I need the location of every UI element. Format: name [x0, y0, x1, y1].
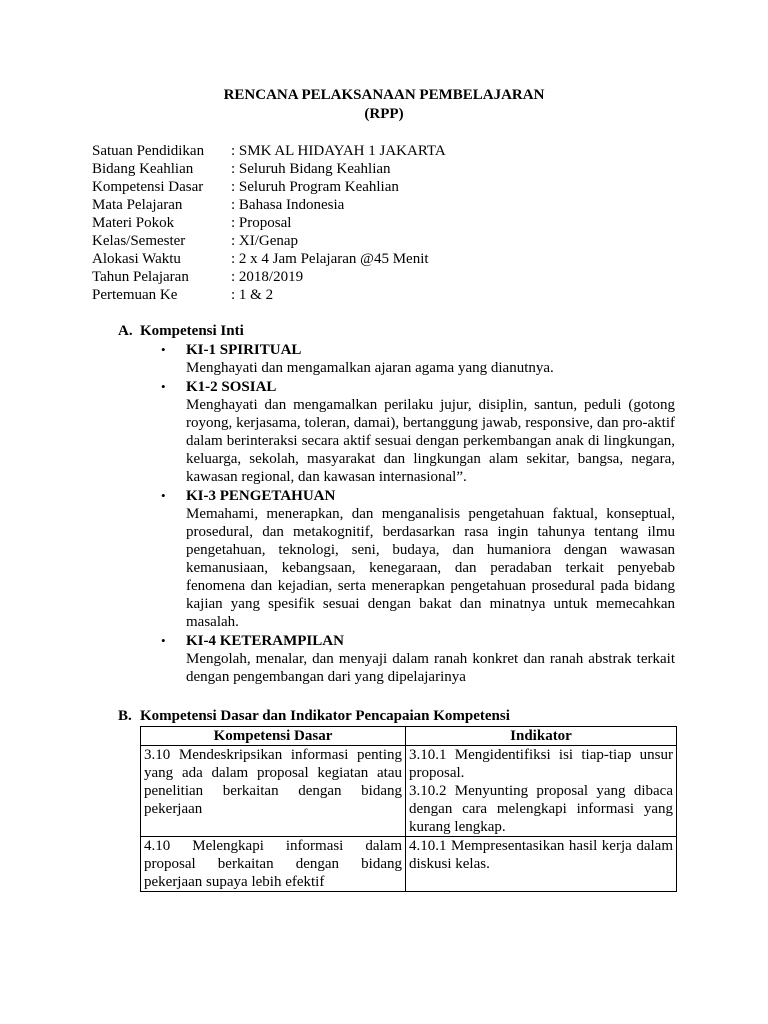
kompetensi-inti-list: [161, 341, 675, 686]
identity-value: : XI/Genap: [231, 233, 299, 249]
document-title: [0, 86, 768, 124]
identity-value: : Seluruh Program Keahlian: [231, 179, 399, 195]
identity-value: : Bahasa Indonesia: [231, 197, 345, 213]
identity-row: [92, 214, 692, 232]
identity-label: Alokasi Waktu: [92, 251, 181, 267]
column-header-kd: Kompetensi Dasar: [141, 727, 406, 746]
section-b-title: Kompetensi Dasar dan Indikator Pencapaian Kompetensi: [140, 708, 510, 724]
table-row: [141, 746, 677, 837]
identity-row: [92, 160, 692, 178]
identity-row: [92, 268, 692, 286]
indikator-text: 3.10.2 Menyunting proposal yang dibaca dengan cara melengkapi informasi yang kurang lengkap.: [409, 783, 673, 835]
identity-label: Tahun Pelajaran: [92, 269, 189, 285]
ki-text: Memahami, menerapkan, dan menganalisis pengetahuan faktual, konseptual, prosedural, dan metakognitif, berdasarkan rasa ingin tahunya tentang ilmu pengetahuan, teknologi, seni, budaya, dan humaniora dengan wawasan kemanusiaan, kebangsaan, kenegaraan, dan peradaban terkait penyebab fenomena dan kejadian, serta menerapkan pengetahuan prosedural pada bidang kajian yang spesifik sesuai dengan bakat dan minatnya untuk memecahkan masalah.: [186, 506, 675, 630]
ki-item: [161, 632, 675, 686]
bullet-icon: •: [161, 633, 166, 648]
ki-text: Menghayati dan mengamalkan ajaran agama yang dianutnya.: [186, 360, 554, 376]
identity-label: Pertemuan Ke: [92, 287, 178, 303]
ki-item: [161, 487, 675, 631]
section-b-heading: [118, 707, 510, 725]
identity-row: [92, 286, 692, 304]
identity-label: Kelas/Semester: [92, 233, 186, 249]
identity-label: Satuan Pendidikan: [92, 143, 205, 159]
ki-text: Menghayati dan mengamalkan perilaku jujur, disiplin, santun, peduli (gotong royong, kerjasama, toleran, damai), bertanggung jawab, responsive, dan pro-aktif dalam berinteraksi secara aktif sesuai dengan perkembangan anak di lingkungan, keluarga, sekolah, masyarakat dan lingkungan alam sekitar, bangsa, negara, kawasan regional, dan kawasan internasional”.: [186, 397, 675, 485]
identity-row: [92, 142, 692, 160]
kd-cell: [141, 837, 406, 892]
bullet-icon: •: [161, 488, 166, 503]
identity-label: Mata Pelajaran: [92, 197, 183, 213]
ki-title: KI-1 SPIRITUAL: [186, 342, 302, 358]
indikator-text: 4.10.1 Mempresentasikan hasil kerja dalam diskusi kelas.: [409, 838, 673, 872]
table-row: [141, 837, 677, 892]
identity-label: Materi Pokok: [92, 215, 175, 231]
kd-text: 3.10 Mendeskripsikan informasi penting yang ada dalam proposal kegiatan atau penelitian berkaitan dengan bidang pekerjaan: [144, 747, 402, 817]
identity-label: Bidang Keahlian: [92, 161, 194, 177]
identity-value: : Proposal: [231, 215, 292, 231]
ki-item: [161, 378, 675, 486]
bullet-icon: •: [161, 342, 166, 357]
identity-value: : SMK AL HIDAYAH 1 JAKARTA: [231, 143, 446, 159]
ki-text: Mengolah, menalar, dan menyaji dalam ranah konkret dan ranah abstrak terkait dengan pengembangan dari yang dipelajarinya: [186, 651, 675, 685]
kd-indikator-table: [140, 726, 677, 892]
identity-value: : 2018/2019: [231, 269, 304, 285]
identity-label: Kompetensi Dasar: [92, 179, 204, 195]
indikator-cell: [406, 837, 677, 892]
kd-text: 4.10 Melengkapi informasi dalam proposal berkaitan dengan bidang pekerjaan supaya lebih efektif: [144, 838, 402, 890]
bullet-icon: •: [161, 379, 166, 394]
identity-row: [92, 196, 692, 214]
identity-value: : 1 & 2: [231, 287, 274, 303]
identity-block: [92, 142, 692, 304]
identity-row: [92, 232, 692, 250]
indikator-text: 3.10.1 Mengidentifiksi isi tiap-tiap unsur proposal.: [409, 747, 673, 781]
ki-title: K1-2 SOSIAL: [186, 379, 277, 395]
ki-title: KI-3 PENGETAHUAN: [186, 488, 336, 504]
kd-cell: [141, 746, 406, 837]
identity-row: [92, 178, 692, 196]
ki-item: [161, 341, 675, 377]
section-a-title: Kompetensi Inti: [140, 323, 244, 339]
section-a-letter: A.: [118, 323, 133, 339]
identity-value: : 2 x 4 Jam Pelajaran @45 Menit: [231, 251, 429, 267]
column-header-indikator: Indikator: [406, 727, 677, 746]
indikator-cell: [406, 746, 677, 837]
identity-value: : Seluruh Bidang Keahlian: [231, 161, 391, 177]
title-line-1: RENCANA PELAKSANAAN PEMBELAJARAN: [223, 87, 545, 103]
section-a-heading: [118, 322, 244, 340]
section-b-letter: B.: [118, 708, 132, 724]
title-line-2: (RPP): [364, 106, 404, 122]
ki-title: KI-4 KETERAMPILAN: [186, 633, 344, 649]
identity-row: [92, 250, 692, 268]
table-header-row: [141, 727, 677, 746]
